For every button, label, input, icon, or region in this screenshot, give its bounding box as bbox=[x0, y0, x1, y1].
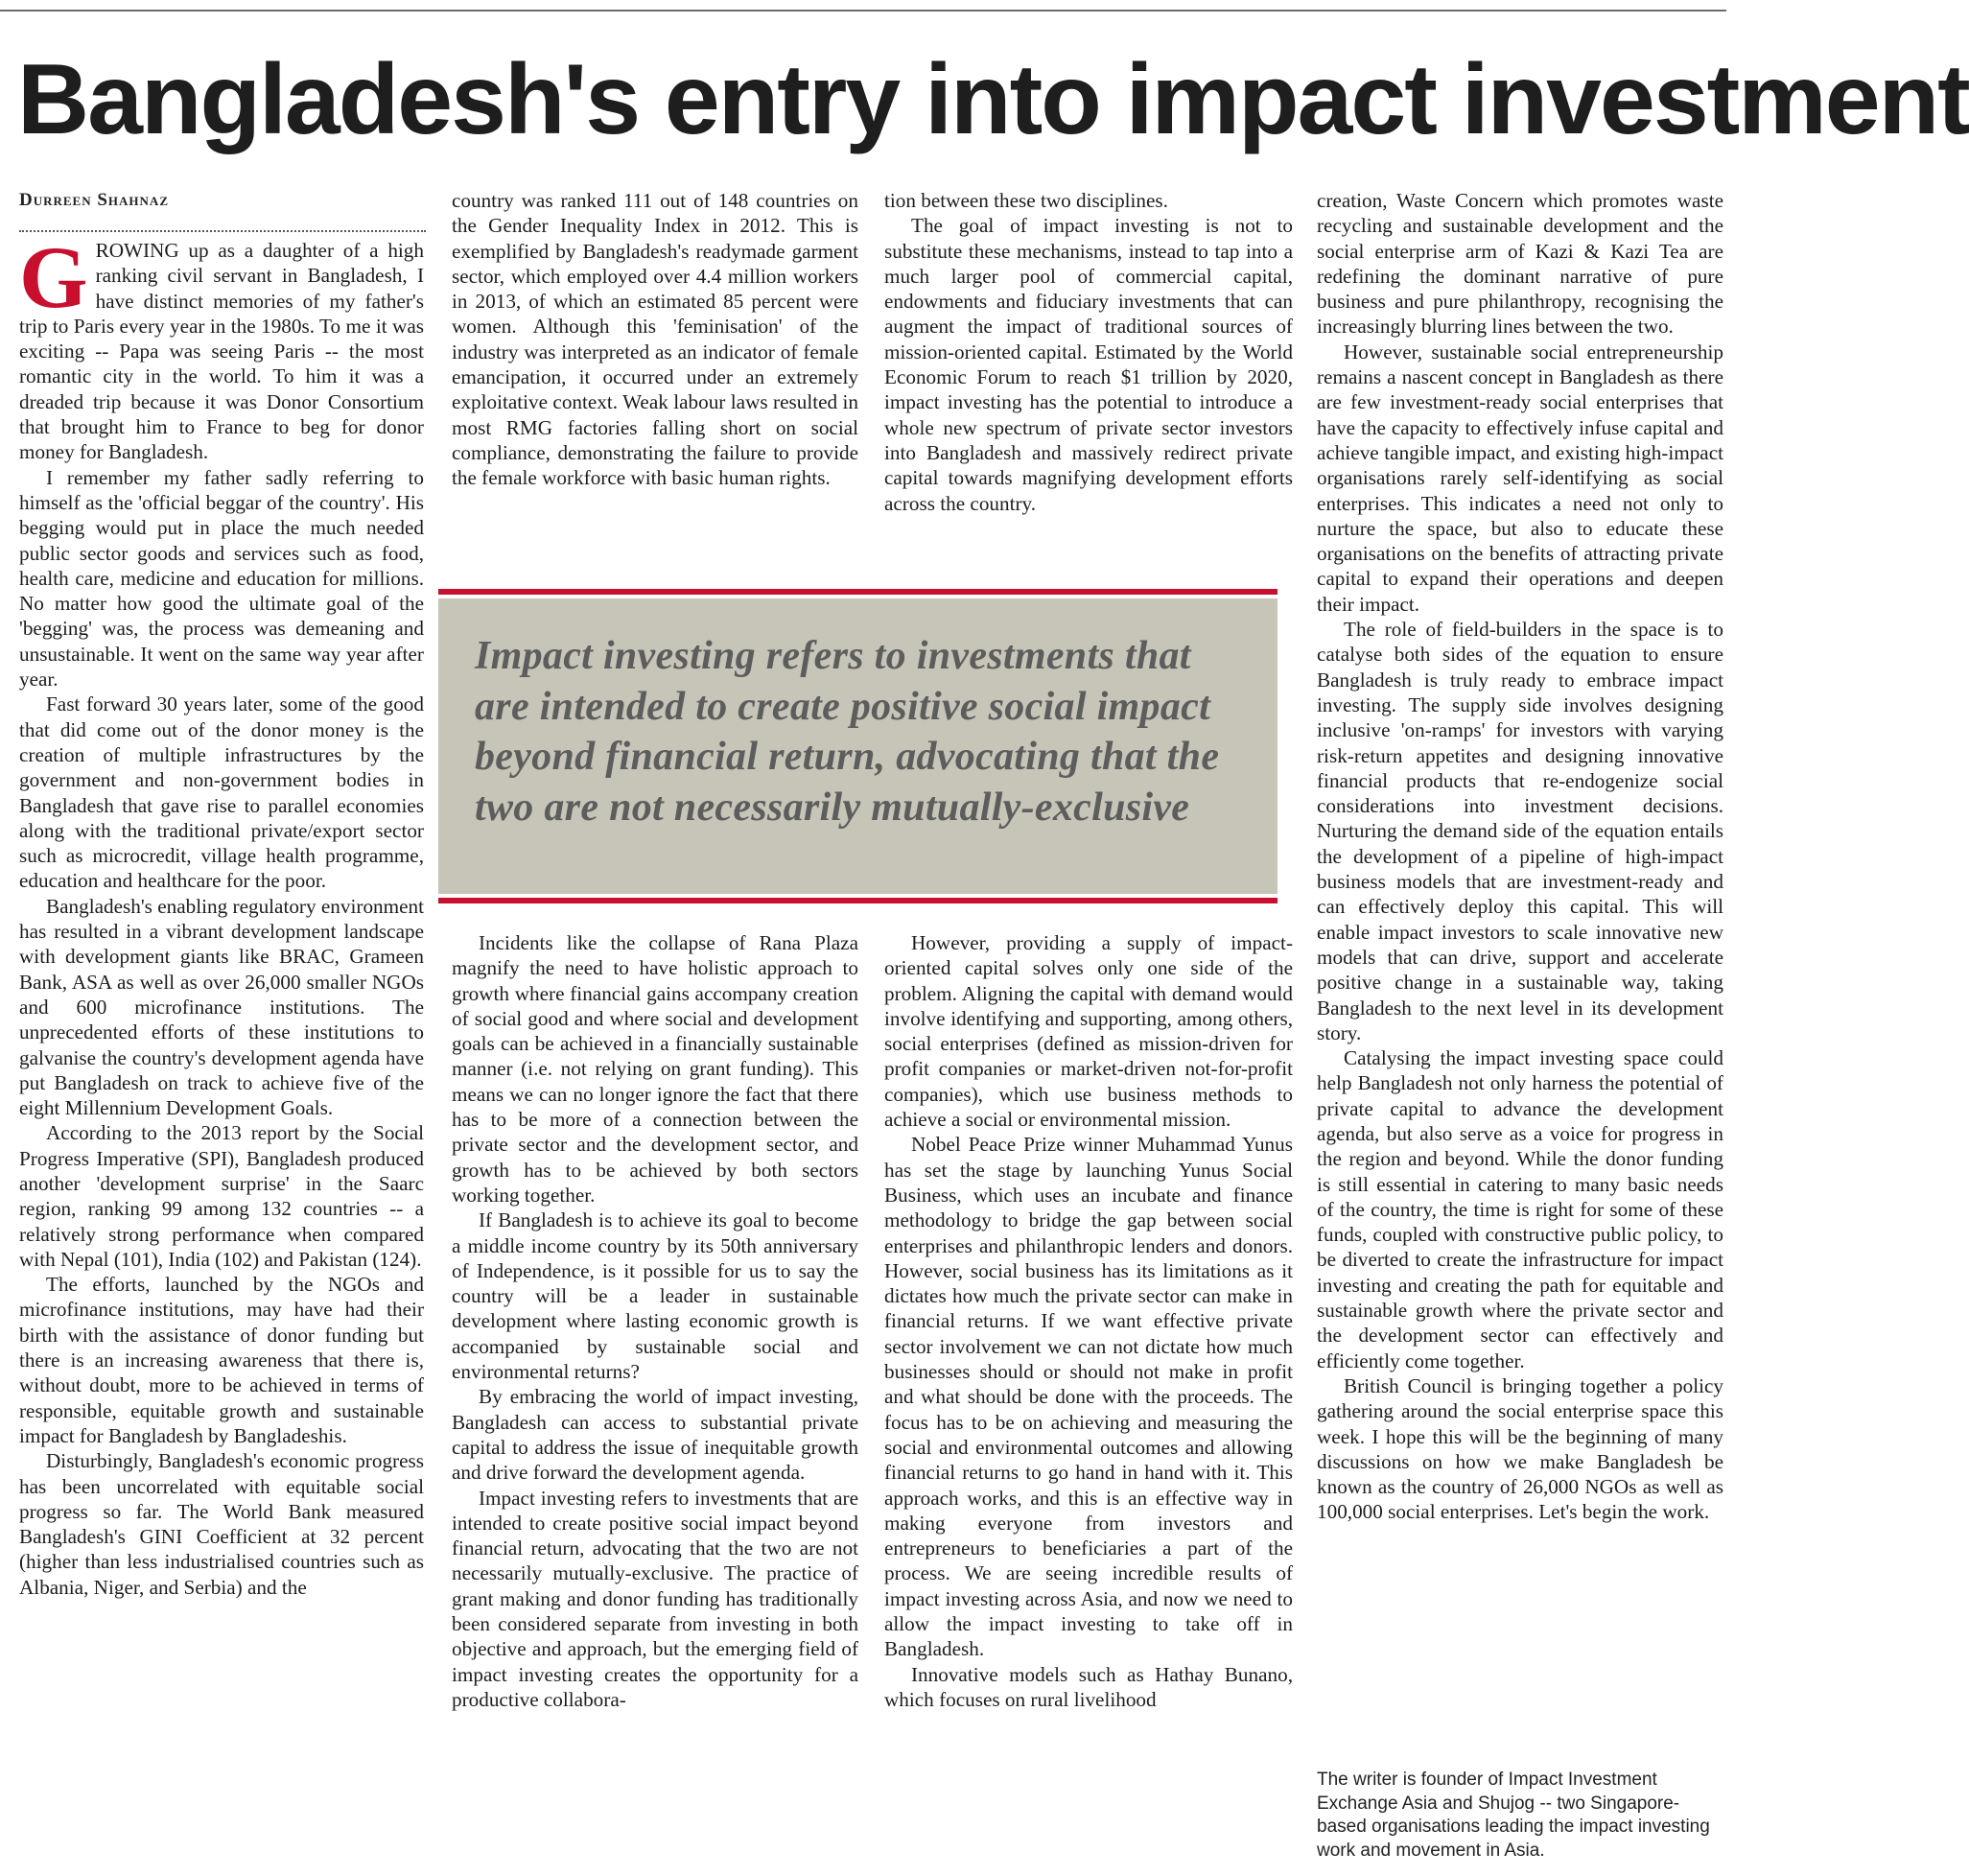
paragraph: By embracing the world of impact investing, Bangladesh can access to substantial private capital to address the issue of inequitable growth and drive forward the development agenda. bbox=[452, 1385, 858, 1485]
paragraph: country was ranked 111 out of 148 countries on the Gender Inequality Index in 2012. This is exemplified by Bangladesh's readymade garment sector, which employed over 4.4 million workers in 2013, of which an estimated 85 percent were women. Although this 'feminisation' of the industry was interpreted as an indicator of female emancipation, it occurred under an extremely exploitative context. Weak labour laws resulted in most RMG factories falling short on social compliance, demonstrating the failure to provide the female workforce with basic human rights. bbox=[452, 189, 858, 490]
pull-quote-text: Impact investing refers to investments that are intended to create positive social impact beyond financial return, advocating that the two are not necessarily mutually-exclusive bbox=[475, 634, 1220, 830]
paragraph: Nobel Peace Prize winner Muhammad Yunus has set the stage by launching Yunus Social Business, which uses an incubate and finance methodology to bridge the gap between social enterprises and philanthropic lenders and donors. However, social business has its limitations as it dictates how much the private sector can make in financial returns. If we want effective private sector involvement we can not dictate how much businesses should or should not make in profit and what should be done with the proceeds. The focus has to be on achieving and measuring the social and environmental outcomes and allowing financial returns to go hand in hand with it. This approach works, and this is an effective way in making everyone from investors and entrepreneurs to beneficiaries a part of the process. We are seeing incredible results of impact investing across Asia, and now we need to allow the impact investing to take off in Bangladesh. bbox=[884, 1133, 1293, 1661]
paragraph: British Council is bringing together a policy gathering around the social enterprise space this week. I hope this will be the beginning of many discussions on how we make Bangladesh be known as the country of 26,000 NGOs as well as 100,000 social enterprises. Let's begin the work. bbox=[1317, 1373, 1723, 1524]
drop-cap: G bbox=[19, 228, 88, 326]
paragraph: Bangladesh's enabling regulatory environment has resulted in a vibrant development landscape with development giants like BRAC, Grameen Bank, ASA as well as over 26,000 smaller NGOs and 600 microfinance institutions. The unprecedented efforts of these institutions to galvanise the country's development agenda have put Bangladesh on track to achieve five of the eight Millennium Development Goals. bbox=[19, 894, 424, 1120]
pull-quote-bottom-bar bbox=[438, 898, 1278, 903]
paragraph: If Bangladesh is to achieve its goal to become a middle income country by its 50th anniversary of Independence, is it possible for us to say the country will be a leader in sustainable development where lasting economic growth is accompanied by sustainable social and environmental returns? bbox=[452, 1208, 858, 1384]
paragraph: However, sustainable social entrepreneurship remains a nascent concept in Bangladesh as there are few investment-ready social enterprises that have the capacity to effectively infuse capital and achieve tangible impact, and existing high-impact organisations rarely self-identifying as social enterprises. This indicates a need not only to nurture the space, but also to educate these organisations on the benefits of attracting private capital to expand their operations and deepen their impact. bbox=[1317, 340, 1723, 616]
paragraph: According to the 2013 report by the Social Progress Imperative (SPI), Bangladesh produced another 'development surprise' in the Saarc region, ranking 99 among 132 countries -- a relatively strong performance when compared with Nepal (101), India (102) and Pakistan (124). bbox=[19, 1121, 424, 1271]
article-column-4 bbox=[1317, 188, 1723, 1761]
article-column-3-bottom bbox=[884, 930, 1293, 1872]
article-column-1 bbox=[19, 228, 424, 1868]
paragraph: Impact investing refers to investments that are intended to create positive social impact beyond financial return, advocating that the two are not necessarily mutually-exclusive. The practice of grant making and donor funding has traditionally been considered separate from investing in both objective and approach, but the emerging field of impact investing creates the opportunity for a productive collabora- bbox=[452, 1486, 858, 1711]
paragraph: Incidents like the collapse of Rana Plaza magnify the need to have holistic approach to growth where financial gains accompany creation of social good and where social and development goals can be achieved in a financially sustainable manner (i.e. not relying on grant funding). This means we can no longer ignore the fact that there has to be more of a connection between the private sector and the development sector, and growth has to be achieved by both sectors working together. bbox=[452, 931, 858, 1207]
paragraph: Innovative models such as Hathay Bunano, which focuses on rural livelihood bbox=[884, 1662, 1293, 1711]
paragraph: Disturbingly, Bangladesh's economic progress has been uncorrelated with equitable social progress so far. The World Bank measured Bangladesh's GINI Coefficient at 32 percent (higher than less industrialised countries such as Albania, Niger, and Serbia) and the bbox=[19, 1449, 424, 1599]
paragraph: The efforts, launched by the NGOs and microfinance institutions, may have had their birth with the assistance of donor funding but there is an increasing awareness that there is, without doubt, more to be achieved in terms of responsible, equitable growth and sustainable impact for Bangladesh by Bangladeshis. bbox=[19, 1273, 424, 1447]
paragraph: The role of field-builders in the space is to catalyse both sides of the equation to ensure Bangladesh is truly ready to embrace impact investing. The supply side involves designing inclusive 'on-ramps' for investors with varying risk-return appetites and designing innovative financial products that re-endogenize social considerations into investment decisions. Nurturing the demand side of the equation entails the development of a pipeline of high-impact business models that are investment-ready and can effectively deploy this capital. This will enable impact investors to scale innovative new models that can drive, support and accelerate positive change in a sustainable way, taking Bangladesh to the next level in its development story. bbox=[1317, 618, 1723, 1044]
paragraph: Catalysing the impact investing space could help Bangladesh not only harness the potential of private capital to advance the development agenda, but also serve as a voice for progress in the region and beyond. While the donor funding is still essential in catering to many basic needs of the country, the time is right for some of these funds, coupled with constructive public policy, to be diverted to create the infrastructure for impact investing and creating the path for equitable and sustainable growth where the private sector and the development sector can effectively and efficiently come together. bbox=[1317, 1046, 1723, 1372]
headline: Bangladesh's entry into impact investment bbox=[17, 44, 1969, 155]
byline: Durreen Shahnaz bbox=[19, 190, 169, 210]
paragraph: tion between these two disciplines. bbox=[884, 189, 1168, 212]
paragraph: However, providing a supply of impact-oriented capital solves only one side of the problem. Aligning the capital with demand would involve identifying and supporting, among others, social enterprises (defined as mission-driven for profit companies or market-driven not-for-profit companies), which use business methods to achieve a social or environmental mission. bbox=[884, 931, 1293, 1132]
article-column-3-top bbox=[884, 188, 1293, 581]
paragraph: The goal of impact investing is not to substitute these mechanisms, instead to tap into a much larger pool of commercial capital, endowments and fiduciary investments that can augment the impact of traditional sources of mission-oriented capital. Estimated by the World Economic Forum to reach $1 trillion by 2020, impact investing has the potential to introduce a whole new spectrum of private sector investors into Bangladesh and massively redirect private capital towards magnifying development efforts across the country. bbox=[884, 214, 1293, 515]
pull-quote-top-bar bbox=[438, 589, 1278, 595]
paragraph-text: ROWING up as a daughter of a high ranking civil servant in Bangladesh, I have distinct memories of my father's trip to Paris every year in the 1980s. To me it was exciting -- Papa was seeing Paris -- the most romantic city in the world. To him it was a dreaded trip because it was Donor Consortium that brought him to France to beg for donor money for Bangladesh. bbox=[19, 239, 424, 464]
author-bio: The writer is founder of Impact Investment Exchange Asia and Shujog -- two Singapore-based organisations leading the impact investing work and movement in Asia. bbox=[1317, 1770, 1710, 1861]
paragraph bbox=[19, 228, 424, 465]
pull-quote bbox=[438, 589, 1278, 903]
paragraph: Fast forward 30 years later, some of the good that did come out of the donor money is the creation of multiple infrastructures by the government and non-government bodies in Bangladesh that gave rise to parallel economies along with the traditional private/export sector such as microcredit, village health programme, education and healthcare for the poor. bbox=[19, 692, 424, 893]
paragraph: I remember my father sadly referring to himself as the 'official beggar of the country'. His begging would put in place the much needed public sector goods and services such as food, health care, medicine and education for millions. No matter how good the ultimate goal of the 'begging' was, the process was demeaning and unsustainable. It went on the same way year after year. bbox=[19, 465, 424, 692]
article-column-2-bottom bbox=[452, 930, 858, 1872]
paragraph: creation, Waste Concern which promotes waste recycling and sustainable development and the social enterprise arm of Kazi & Kazi Tea are redefining the dominant narrative of pure business and pure philanthropy, recognising the increasingly blurring lines between the two. bbox=[1317, 189, 1723, 339]
top-rule bbox=[0, 10, 1726, 12]
article-column-2-top bbox=[452, 188, 858, 581]
pull-quote-box bbox=[438, 598, 1278, 894]
